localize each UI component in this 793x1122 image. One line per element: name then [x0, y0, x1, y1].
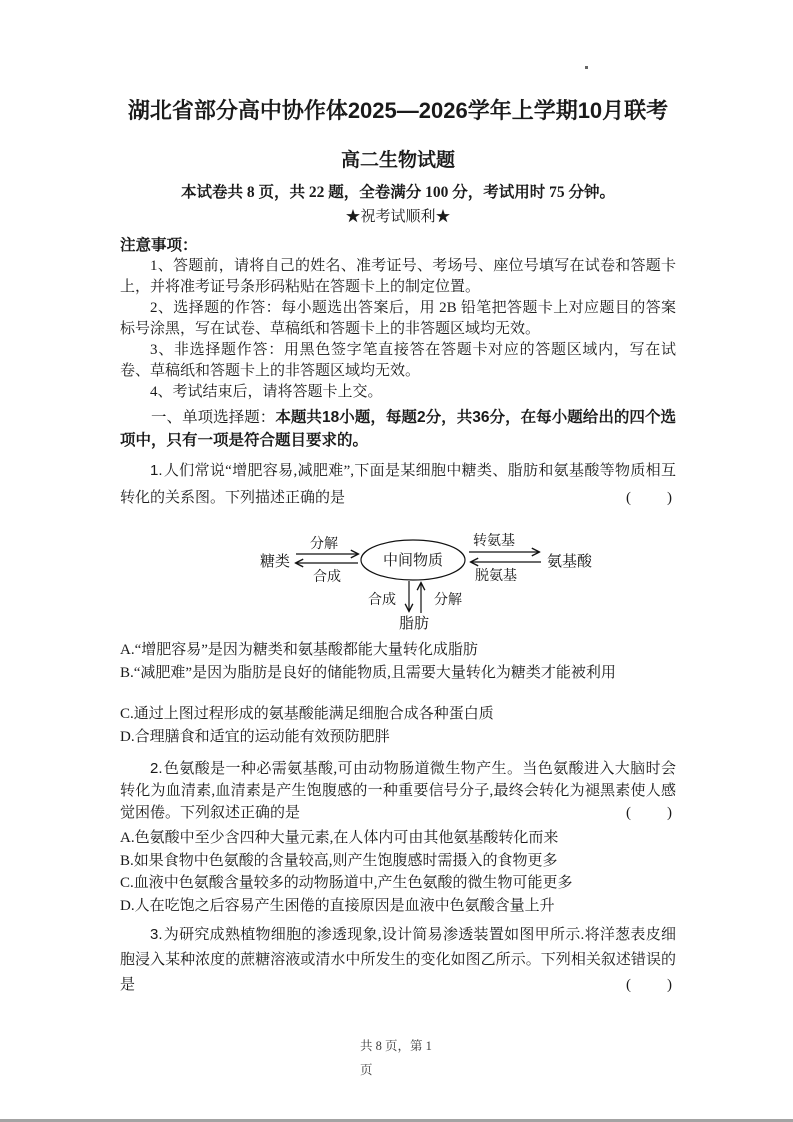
question-1-diagram [258, 521, 676, 631]
question-1-option-b: B.“减肥难”是因为脂肪是良好的储能物质,且需要大量转化为糖类才能被利用 [120, 665, 616, 681]
page-subtitle: 高二生物试题 [340, 150, 455, 171]
notice-item-4: 4、考试结束后，请将答题卡上交。 [150, 384, 383, 400]
page-title: 湖北省部分高中协作体2025—2026学年上学期10月联考 [127, 98, 669, 123]
question-2-option-c: C.血液中色氨酸含量较多的动物肠道中,产生色氨酸的微生物可能更多 [120, 875, 573, 891]
notice-item-2: 2、选择题的作答：每小题选出答案后，用 2B 铅笔把答题卡上对应题目的答案标号涂黑，写在试卷、草稿纸和答题卡上的非答题区域均无效。 [120, 300, 676, 337]
diagram-node-fat: 脂肪 [399, 616, 430, 631]
question-3-answer-bracket: ( ) [626, 977, 674, 993]
notices-block [120, 235, 676, 403]
question-2-option-d: D.人在吃饱之后容易产生困倦的直接原因是血液中色氨酸含量上升 [120, 897, 555, 914]
question-3-stem [120, 922, 676, 998]
question-1-option-d: D.合理膳食和适宜的运动能有效预防肥胖 [120, 729, 390, 745]
label-deamination: 脱氨基 [475, 569, 517, 584]
question-1-options [120, 639, 676, 749]
question-2-stem [120, 758, 676, 824]
question-1-option-c: C.通过上图过程形成的氨基酸能满足细胞合成各种蛋白质 [120, 706, 494, 722]
question-3-text: 为研究成熟植物细胞的渗透现象,设计简易渗透装置如图甲所示.将洋葱表皮细胞浸入某种浓度的蔗糖溶液或清水中所发生的变化如图乙所示。下列相关叙述错误的是 [120, 927, 676, 993]
notice-item-1: 1、答题前，请将自己的姓名、准考证号、考场号、座位号填写在试卷和答题卡上，并将准考证号条形码粘贴在答题卡上的制定位置。 [120, 258, 676, 295]
question-2-options [120, 827, 676, 917]
label-transamination: 转氨基 [473, 534, 515, 549]
label-synthesize-left: 合成 [313, 570, 341, 585]
question-2-number: 2. [150, 760, 163, 777]
label-synthesize-down: 合成 [368, 593, 396, 608]
diagram-node-amino-acid: 氨基酸 [547, 554, 593, 570]
question-2-option-b: B.如果食物中色氨酸的含量较高,则产生饱腹感时需摄入的食物更多 [120, 852, 558, 869]
stray-mark [585, 66, 588, 69]
notice-item-3: 3、非选择题作答：用黑色签字笔直接答在答题卡对应的答题区域内，写在试卷、草稿纸和答题卡上的非答题区域均无效。 [120, 342, 676, 379]
section-one-title [120, 406, 676, 452]
question-1-number: 1. [150, 462, 163, 479]
question-1-option-a: A.“增肥容易”是因为糖类和氨基酸都能大量转化成脂肪 [120, 642, 478, 658]
diagram-node-sugars: 糖类 [260, 554, 291, 570]
footer-page-count-wrap: 页 [360, 1063, 373, 1077]
notices-header: 注意事项： [120, 237, 198, 254]
label-decompose-left: 分解 [310, 537, 338, 552]
metabolism-diagram [258, 521, 598, 631]
page-footer [360, 1034, 432, 1082]
question-2-answer-bracket: ( ) [626, 805, 674, 821]
question-1-text: 人们常说“增肥容易,减肥难”,下面是某细胞中糖类、脂肪和氨基酸等物质相互转化的关系图。下列描述正确的是 [120, 463, 676, 506]
question-2-text: 色氨酸是一种必需氨基酸,可由动物肠道微生物产生。当色氨酸进入大脑时会转化为血清素,血清素是产生饱腹感的一种重要信号分子,最终会转化为褪黑素使人感觉困倦。下列叙述正确的是 [120, 761, 676, 821]
footer-page-count: 共 8 页，第 1 [360, 1039, 432, 1053]
section-one-description: 本题共18小题，每题2分，共36分，在每小题给出的四个选项中，只有一项是符合题目要求的。 [120, 409, 676, 449]
question-2-option-a: A.色氨酸中至少含四种大量元素,在人体内可由其他氨基酸转化而来 [120, 830, 559, 846]
exam-info: 本试卷共 8 页，共 22 题，全卷满分 100 分，考试用时 75 分钟。 [180, 184, 615, 201]
question-3-number: 3. [150, 926, 163, 943]
diagram-node-intermediate: 中间物质 [382, 553, 444, 569]
label-decompose-up: 分解 [434, 593, 462, 608]
question-1-answer-bracket: ( ) [626, 490, 674, 506]
section-one-label: 一、单项选择题： [151, 409, 276, 426]
wish-line: ★祝考试顺利★ [345, 209, 451, 225]
question-1-stem [120, 457, 676, 512]
